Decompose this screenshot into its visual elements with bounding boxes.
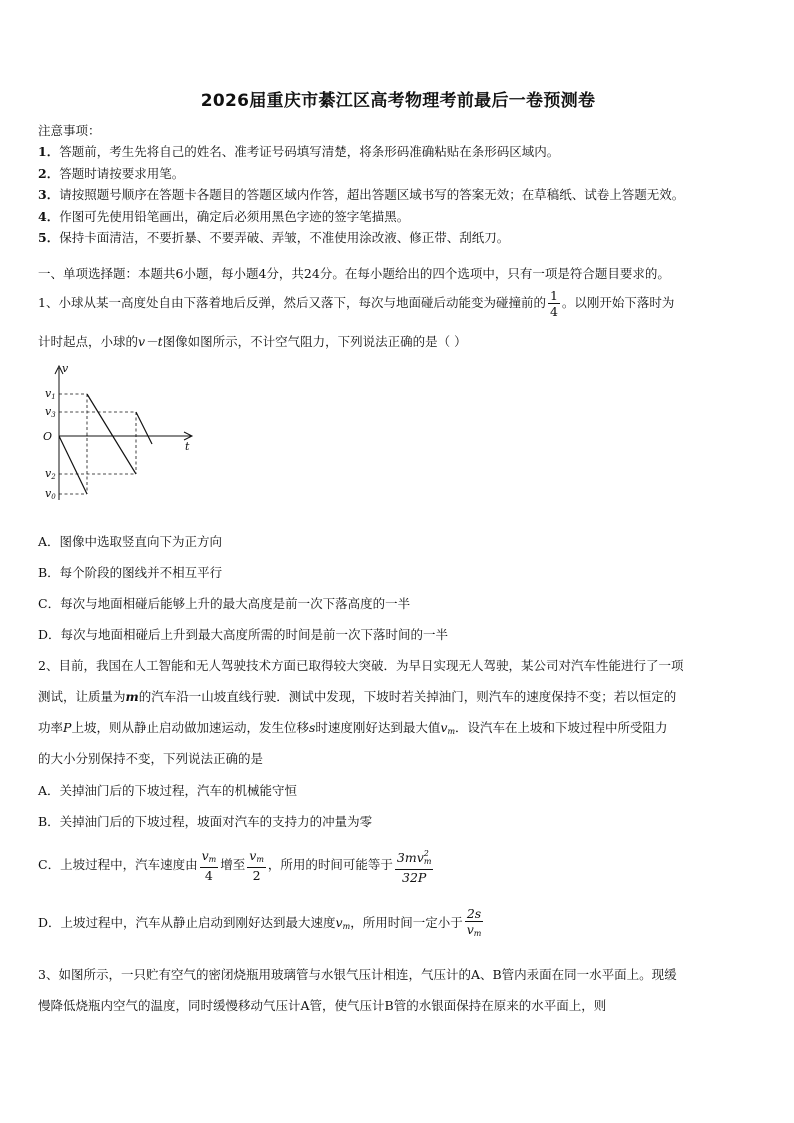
q1-text: 计时起点，小球的 (38, 334, 139, 349)
fraction-vm-over-4: $\frac{v_m}{4}$ (201, 848, 217, 883)
notes-item-number: 5． (38, 230, 60, 245)
fraction-vm-over-2: $\frac{v_m}{2}$ (249, 848, 264, 883)
notes-item-text: 请按照题号顺序在答题卡各题目的答题区域内作答，超出答题区域书写的答案无效；在草稿纸、试卷上答题无效。 (59, 187, 685, 202)
notes-item (38, 184, 768, 206)
q2-mass-symbol: m (125, 689, 139, 704)
segment-1 (59, 436, 87, 494)
q1-fraction (548, 288, 560, 319)
q2-option-c (38, 846, 435, 885)
q2-displacement-symbol: s (308, 720, 316, 735)
q3-line-1: 3、如图所示，一只贮有空气的密闭烧瓶用玻璃管与水银气压计相连，气压计的A、B管内汞面在同一水平面上。现缓 (38, 967, 677, 982)
page-title: 2026届重庆市綦江区高考物理考前最后一卷预测卷 (200, 91, 596, 111)
q1-line-1 (38, 288, 674, 319)
q2-power-symbol: P (63, 720, 72, 735)
segment-2 (87, 394, 136, 474)
q1-option-b: B．每个阶段的图线并不相互平行 (38, 565, 223, 580)
q2-text: ．设汽车在上坡和下坡过程中所受阻力 (455, 720, 668, 735)
notes-item-text: 答题时请按要求用笔。 (59, 165, 185, 181)
notes-item (38, 227, 768, 249)
t-axis-label: t (185, 440, 190, 453)
notes-item-text: 保持卡面清洁，不要折暴、不要弄破、弄皱，不准使用涂改液、修正带、刮纸刀。 (59, 230, 510, 245)
v0-label: v0 (45, 487, 56, 501)
q2-text: 时速度刚好达到最大值 (315, 720, 441, 735)
fraction-3mvm2-over-32p: $\frac{3mv^2_m}{32P}$ (395, 846, 434, 885)
notes-item (38, 206, 768, 228)
q2-text: 功率 (38, 720, 64, 735)
section-heading: 一、单项选择题：本题共6小题，每小题4分，共24分。在每小题给出的四个选项中，只有一项是符合题目要求的。 (38, 266, 670, 281)
q2-text: 测试，让质量为 (38, 689, 126, 704)
v3-label: v3 (45, 405, 56, 419)
notes-item-number: 3． (38, 187, 60, 202)
q2-option-d (38, 906, 485, 941)
q2-text: ，所用的时间可能等于 (267, 857, 393, 872)
q2-line-3 (38, 718, 668, 736)
fraction-denominator: 4 (549, 304, 558, 319)
notes-item-number: 1． (38, 144, 60, 159)
q2-vm-symbol: $v_m$ (335, 915, 351, 931)
vt-graph (38, 362, 208, 512)
q1-vt-label: v－t (138, 334, 163, 349)
q1-text: 。以刚开始下落时为 (561, 295, 675, 310)
v-axis-label: v (62, 362, 69, 375)
notes-item (38, 141, 768, 163)
notes-heading: 注意事项： (38, 123, 101, 138)
q2-line-4: 的大小分别保持不变，下列说法正确的是 (38, 751, 264, 766)
q1-option-d: D．每次与地面相碰后上升到最大高度所需的时间是前一次下落时间的一半 (38, 627, 449, 642)
fraction-2s-over-vm: $\frac{2s}{v_m}$ (466, 906, 482, 938)
q2-text: D．上坡过程中，汽车从静止启动到刚好达到最大速度 (38, 915, 336, 930)
notes-item-number: 4． (38, 208, 60, 224)
q2-text: 增至 (220, 857, 246, 872)
q2-option-a: A．关掉油门后的下坡过程，汽车的机械能守恒 (38, 783, 298, 798)
q2-line-1: 2、目前，我国在人工智能和无人驾驶技术方面已取得较大突破．为早日实现无人驾驶，某公司对汽车性能进行了一项 (38, 658, 684, 673)
q1-option-a: A．图像中选取竖直向下为正方向 (38, 534, 223, 549)
q1-option-c: C．每次与地面相碰后能够上升的最大高度是前一次下落高度的一半 (38, 596, 411, 611)
q2-text: 上坡，则从静止启动做加速运动，发生位移 (71, 720, 309, 735)
q2-vm-symbol: $v_m$ (440, 720, 456, 736)
notes-item-text: 作图可先使用铅笔画出，确定后必须用黑色字迹的签字笔描黑。 (59, 208, 410, 224)
q1-text: 1、小球从某一高度处自由下落着地后反弹，然后又落下，每次与地面碰后动能变为碰撞前的 (38, 295, 546, 310)
q1-text: 图像如图所示，不计空气阻力，下列说法正确的是（ ） (162, 334, 467, 349)
v2-label: v2 (45, 467, 56, 481)
notes-item (38, 163, 768, 185)
notes-section (38, 120, 768, 249)
v1-label: v1 (45, 387, 56, 401)
q1-line-2 (38, 332, 467, 350)
q3-line-2: 慢降低烧瓶内空气的温度，同时缓慢移动气压计A管，使气压计B管的水银面保持在原来的水平面上，则 (38, 998, 607, 1013)
segment-3 (136, 412, 152, 444)
q2-line-2 (38, 687, 676, 705)
q2-text: C．上坡过程中，汽车速度由 (38, 857, 198, 872)
fraction-numerator: 1 (549, 288, 558, 303)
notes-item-number: 2． (38, 165, 60, 181)
q2-option-b: B．关掉油门后的下坡过程，坡面对汽车的支持力的冲量为零 (38, 814, 373, 829)
q2-text: 的汽车沿一山坡直线行驶．测试中发现，下坡时若关掉油门，则汽车的速度保持不变；若以恒定的 (138, 689, 677, 704)
origin-label: O (43, 430, 53, 443)
notes-item-text: 答题前，考生先将自己的姓名、准考证号码填写清楚，将条形码准确粘贴在条形码区域内。 (59, 144, 560, 159)
q2-text: ，所用时间一定小于 (350, 915, 463, 930)
